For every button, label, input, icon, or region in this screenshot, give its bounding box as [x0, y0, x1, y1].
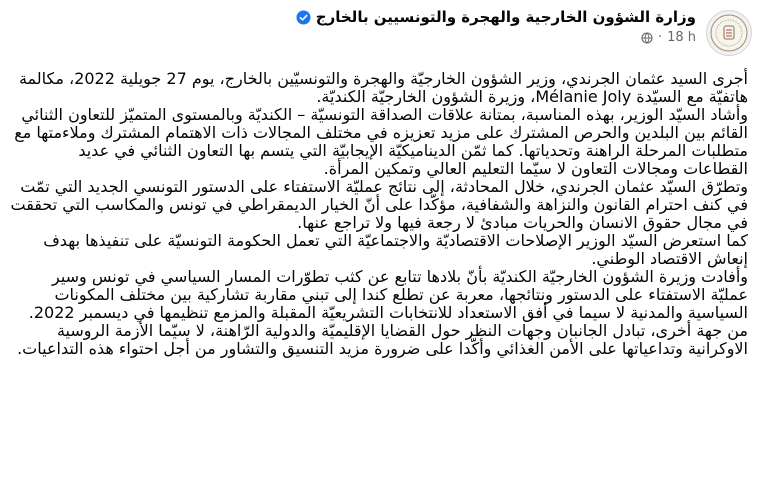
- post-body: [10, 70, 748, 358]
- post-paragraph: من جهة أخرى، تبادل الجانبان وجهات النظر حول القضايا الإقليميّة والدولية الرّاهنة، لا سيّما الأزمة الروسية الاوكرانية وتداعياتها على الأمن الغذائي وأكّدا على ضرورة مزيد التنسيق والتشاور من أجل احتواء هذه التداعيات.: [17, 321, 748, 358]
- meta-separator: ·: [657, 30, 663, 45]
- post-paragraph: وتطرّق السيّد عثمان الجرندي، خلال المحادثة، إلى نتائج عمليّة الاستفتاء على الدستور التونسي الجديد التي تمّت في كنف احترام القانون والنزاهة والشفافية، مؤكّدا على أنّ الخيار الديمقراطي في تونس والمكاسب التي تحققت في مجال حقوق الانسان والحريات مبادئ لا رجعة فيها ولا تراجع عنها.: [10, 177, 748, 232]
- globe-icon[interactable]: [641, 32, 653, 44]
- post-header: [10, 8, 752, 64]
- ministry-emblem-icon: [709, 13, 749, 53]
- post-timestamp[interactable]: 18 h: [667, 30, 696, 45]
- post-meta: [296, 8, 696, 45]
- post-time-row: [296, 30, 696, 45]
- post-paragraph: وأفادت وزيرة الشؤون الخارجيّة الكنديّة بأنّ بلادها تتابع عن كثب تطوّرات المسار السياسي في تونس وسير عمليّة الاستفتاء على الدستور ونتائجها، معربة عن تطلع كندا إلى تبني مقاربة تشاركية بين مختلف المكونات السياسية والمدنية لا سيما في أفق الاستعداد للانتخابات التشريعيّة المقبلة والمزمع تنظيمها في ديسمبر 2022.: [28, 267, 748, 322]
- post-paragraph: وأشاد السيّد الوزير، بهذه المناسبة، بمتانة علاقات الصداقة التونسيّة – الكنديّة وبالمستوى المتميّز للتعاون الثنائي القائم بين البلدين والحرص المشترك على مزيد تعزيزه في مختلف المجالات ذات الاهتمام المشترك وملاءمتها مع متطلبات المرحلة الراهنة وتحدياتها. كما ثمّن الديناميكيّة الإيجابيّة التي يتسم بها التعاون الثنائي في عديد القطاعات ومجالات التعاون لا سيّما التعليم العالي وتمكين المرأة.: [14, 105, 748, 178]
- page-name-row: [296, 8, 696, 26]
- page-avatar[interactable]: [706, 10, 752, 56]
- post-paragraph: أجرى السيد عثمان الجرندي، وزير الشؤون الخارجيّة والهجرة والتونسيّين بالخارج، يوم 27 جويلية 2022، مكالمة هاتفيّة مع السيّدة Mélanie Joly، وزيرة الشؤون الخارجيّة الكنديّة.: [18, 69, 748, 106]
- post-paragraph: كما استعرض السيّد الوزير الإصلاحات الاقتصاديّة والاجتماعيّة التي تعمل الحكومة التونسيّة على تنفيذها بهدف إنعاش الاقتصاد الوطني.: [43, 231, 748, 268]
- verified-badge-icon: [296, 10, 311, 25]
- page-name[interactable]: وزارة الشؤون الخارجية والهجرة والتونسيين بالخارج: [315, 8, 696, 26]
